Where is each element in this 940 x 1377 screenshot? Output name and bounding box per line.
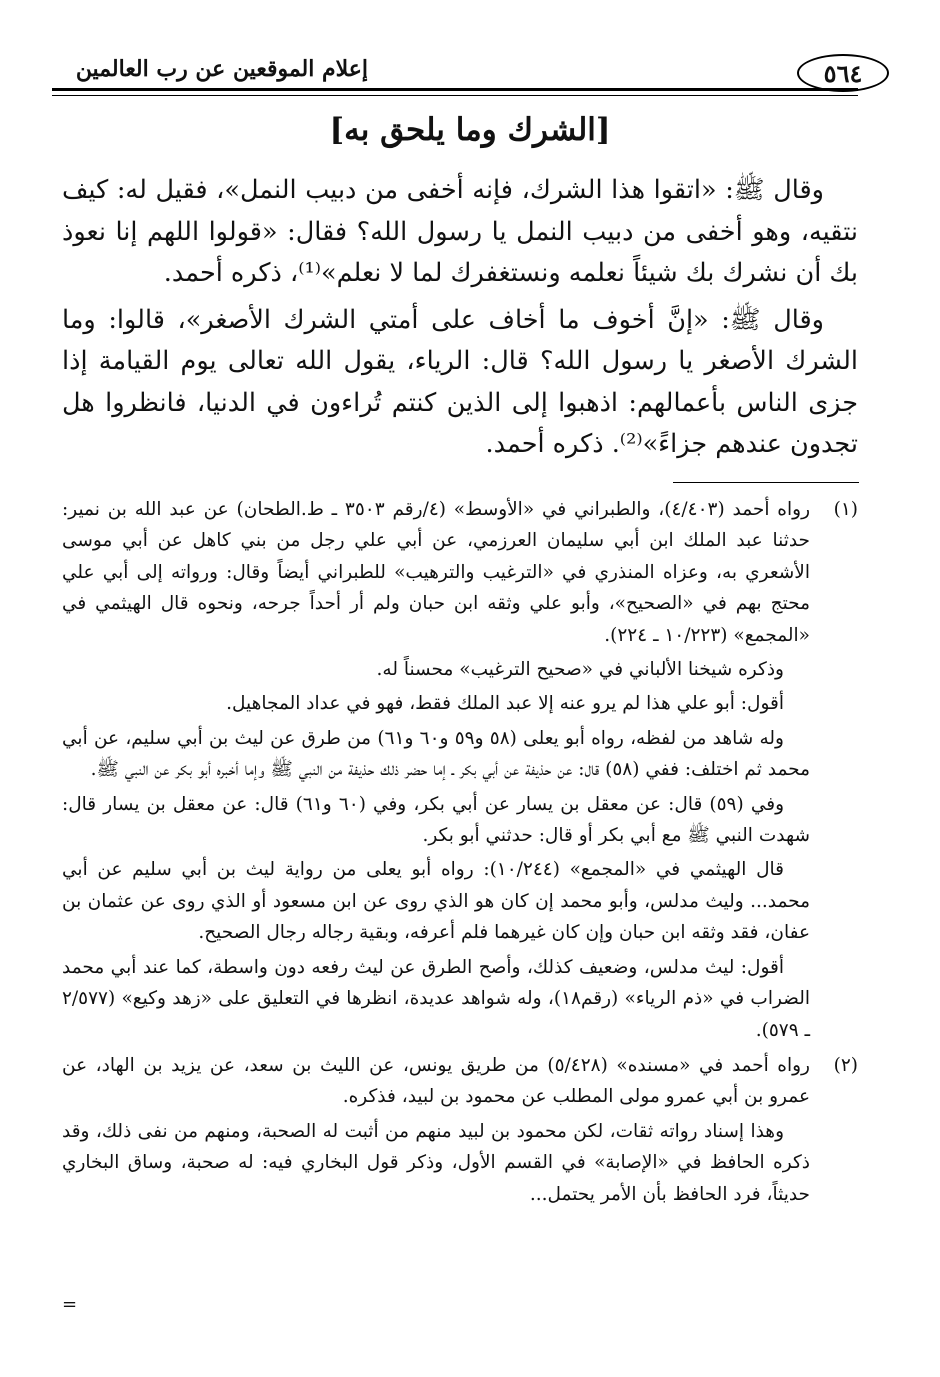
running-title: إعلام الموقعين عن رب العالمين [75, 56, 368, 82]
body-paragraph: وقال ﷺ: «اتقوا هذا الشرك، فإنه أخفى من دبيب النمل»، فقيل له: كيف نتقيه، وهو أخفى من دبيب النمل يا رسول الله؟ فقال: «قولوا اللهم إنا نعوذ بك أن نشرك بك شيئاً نعلمه ونستغفرك لما لا نعلم»⁽¹⁾، ذكره أحمد. [62, 175, 858, 288]
header-rule-thick [52, 88, 858, 91]
footnote-paragraph: رواه أحمد في «مسنده» (٥/٤٢٨) من طريق يونس، عن الليث بن سعد، عن يزيد بن الهاد، عن عمرو بن أبي عمرو مولى المطلب عن محمود بن لبيد، فذكره. [62, 1054, 810, 1108]
footnote-paragraph: وله شاهد من لفظه، رواه أبو يعلى (٥٨ و٥٩ و٦٠ و٦١) من طرق عن ليث بن أبي سليم، عن أبي محمد ثم اختلف: ففي (٥٨) قال: عن حذيفة عن أبي بكر ـ إما حضر ذلك حذيفة من النبي ﷺ وإما أخبره أبو بكر عن النبي ﷺ. [62, 727, 810, 781]
footnote-2 [62, 1050, 858, 1210]
section-heading: [الشرك وما يلحق به] [329, 112, 611, 148]
footnote-paragraph: وهذا إسناد رواته ثقات، لكن محمود بن لبيد منهم من أثبت له الصحبة، ومنهم من نفى ذلك، وقد ذكره الحافظ في «الإصابة» في القسم الأول، وذكر قول البخاري فيه: له صحبة، وساق البخاري حديثاً، فرد الحافظ بأن الأمر يحتمل... [62, 1120, 810, 1205]
page-number: ٥٦٤ [797, 54, 889, 92]
header-rule-thin [52, 95, 858, 96]
main-text [62, 170, 858, 471]
body-paragraph: وقال ﷺ: «إنَّ أخوف ما أخاف على أمتي الشرك الأصغر»، قالوا: وما الشرك الأصغر يا رسول الله؟ قال: الرياء، يقول الله تعالى يوم القيامة إذا جزى الناس بأعمالهم: اذهبوا إلى الذين كنتم تُراءون في الدنيا، فانظروا هل تجدون عندهم جزاءً»⁽²⁾. ذكره أحمد. [62, 304, 858, 459]
footnote-paragraph: وذكره شيخنا الألباني في «صحيح الترغيب» محسناً له. [376, 659, 784, 681]
footnote-1 [62, 494, 858, 1046]
footnote-number: (١) [833, 499, 858, 520]
footnote-paragraph: أقول: ليث مدلس، وضعيف كذلك، وأصح الطرق عن ليث رفعه دون واسطة، كما عند أبي محمد الضراب في «ذم الرياء» (رقم١٨)، وله شواهد عديدة، انظرها في التعليق على «زهد وكيع» (٢/٥٧٧ ـ ٥٧٩). [62, 956, 810, 1041]
footnote-number: (٢) [833, 1054, 858, 1076]
footnote-paragraph: أقول: أبو علي هذا لم يرو عنه إلا عبد الملك فقط، فهو في عداد المجاهيل. [226, 693, 784, 715]
footnote-paragraph: وفي (٥٩) قال: عن معقل بن يسار عن أبي بكر، وفي (٦٠ و٦١) قال: عن معقل بن يسار قال: شهدت النبي ﷺ مع أبي بكر أو قال: حدثني أبو بكر. [62, 793, 810, 847]
continuation-mark: = [62, 1294, 78, 1315]
footnotes [62, 494, 858, 1214]
footnote-separator [673, 482, 859, 483]
footnote-paragraph: رواه أحمد (٤/٤٠٣)، والطبراني في «الأوسط» (٤/رقم ٣٥٠٣ ـ ط.الطحان) عن عبد الله بن نمير: حدثنا عبد الملك ابن أبي سليمان العرزمي، عن أبي علي رجل من بني كاهل عن أبي موسى الأشعري به، وعزاه المنذري في «الترغيب والترهيب» للطبراني أيضاً وقال: ورواته إلى أبي علي محتج بهم في «الصحيح»، وأبو علي وثقه ابن حبان ولم أر أحداً جرحه، ونحوه قال الهيثمي في «المجمع» (١٠/٢٢٣ ـ ٢٢٤). [62, 499, 811, 646]
footnote-paragraph: قال الهيثمي في «المجمع» (١٠/٢٤٤): رواه أبو يعلى من رواية ليث بن أبي سليم عن أبي محمد... وليث مدلس، وأبو محمد إن كان هو الذي روى عن ابن مسعود أو الذي روى عن عثمان بن عفان، فقد وثقه ابن حبان وإن كان غيرهما فلم أعرفه، وبقية رجاله رجال الصحيح. [62, 859, 810, 944]
